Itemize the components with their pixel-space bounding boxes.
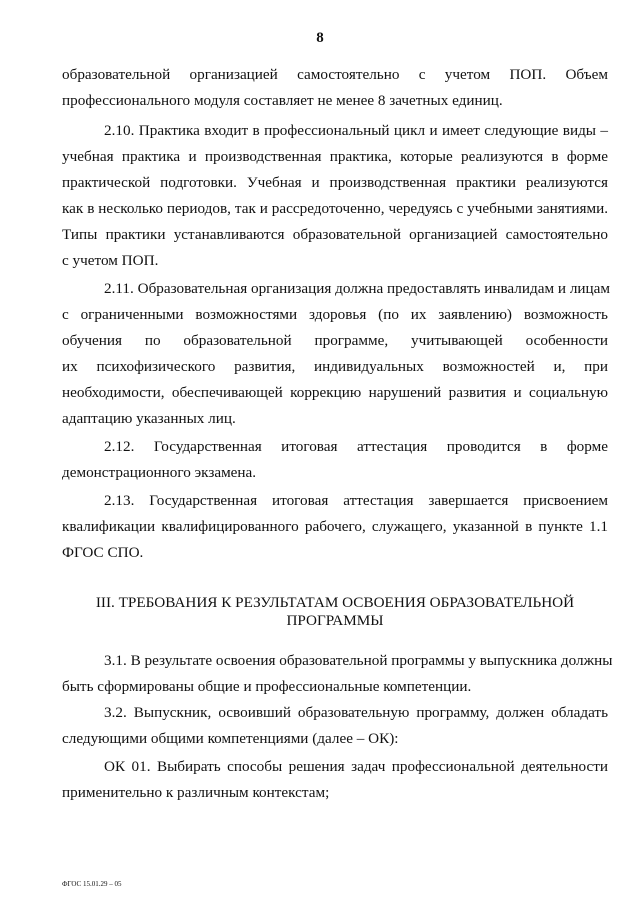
text-line: Типы практики устанавливаются образовательной организацией самостоятельно	[62, 226, 608, 243]
section-heading: III. ТРЕБОВАНИЯ К РЕЗУЛЬТАТАМ ОСВОЕНИЯ ОБРАЗОВАТЕЛЬНОЙ	[95, 594, 575, 611]
text-line: образовательной организацией самостоятельно с учетом ПОП. Объем	[62, 66, 608, 83]
text-line: 2.12. Государственная итоговая аттестация проводится в форме	[104, 438, 608, 455]
text-line: с ограниченными возможностями здоровья (по их заявлению) возможность	[62, 306, 608, 323]
text-line: адаптацию указанных лиц.	[62, 410, 236, 427]
text-line: практической подготовки. Учебная и производственная практики реализуются	[62, 174, 608, 191]
text-line: квалификации квалифицированного рабочего, служащего, указанной в пункте 1.1	[62, 518, 608, 535]
footer-code: ФГОС 15.01.29 – 05	[62, 880, 122, 888]
text-line: профессионального модуля составляет не менее 8 зачетных единиц.	[62, 92, 503, 109]
text-line: ОК 01. Выбирать способы решения задач профессиональной деятельности	[104, 758, 608, 775]
text-line: применительно к различным контекстам;	[62, 784, 330, 801]
text-line: их психофизического развития, индивидуальных возможностей и, при	[62, 358, 608, 375]
text-line: демонстрационного экзамена.	[62, 464, 257, 481]
text-line: учебная практика и производственная практика, которые реализуются в форме	[62, 148, 608, 165]
text-line: 3.2. Выпускник, освоивший образовательную программу, должен обладать	[104, 704, 608, 721]
section-heading: ПРОГРАММЫ	[286, 612, 384, 629]
text-line: следующими общими компетенциями (далее – ОК):	[62, 730, 399, 747]
page-number: 8	[316, 30, 324, 46]
text-line: 3.1. В результате освоения образовательной программы у выпускника должны	[104, 652, 613, 669]
text-line: обучения по образовательной программе, учитывающей особенности	[62, 332, 608, 349]
text-line: необходимости, обеспечивающей коррекцию нарушений развития и социальную	[62, 384, 608, 401]
text-line: 2.11. Образовательная организация должна предоставлять инвалидам и лицам	[104, 280, 610, 297]
text-line: как в несколько периодов, так и рассредоточенно, чередуясь с учебными занятиями.	[62, 200, 608, 217]
text-line: 2.10. Практика входит в профессиональный цикл и имеет следующие виды –	[104, 122, 608, 139]
text-line: 2.13. Государственная итоговая аттестация завершается присвоением	[104, 492, 608, 509]
text-line: с учетом ПОП.	[62, 252, 159, 269]
text-line: быть сформированы общие и профессиональные компетенции.	[62, 678, 472, 695]
text-line: ФГОС СПО.	[62, 544, 144, 561]
